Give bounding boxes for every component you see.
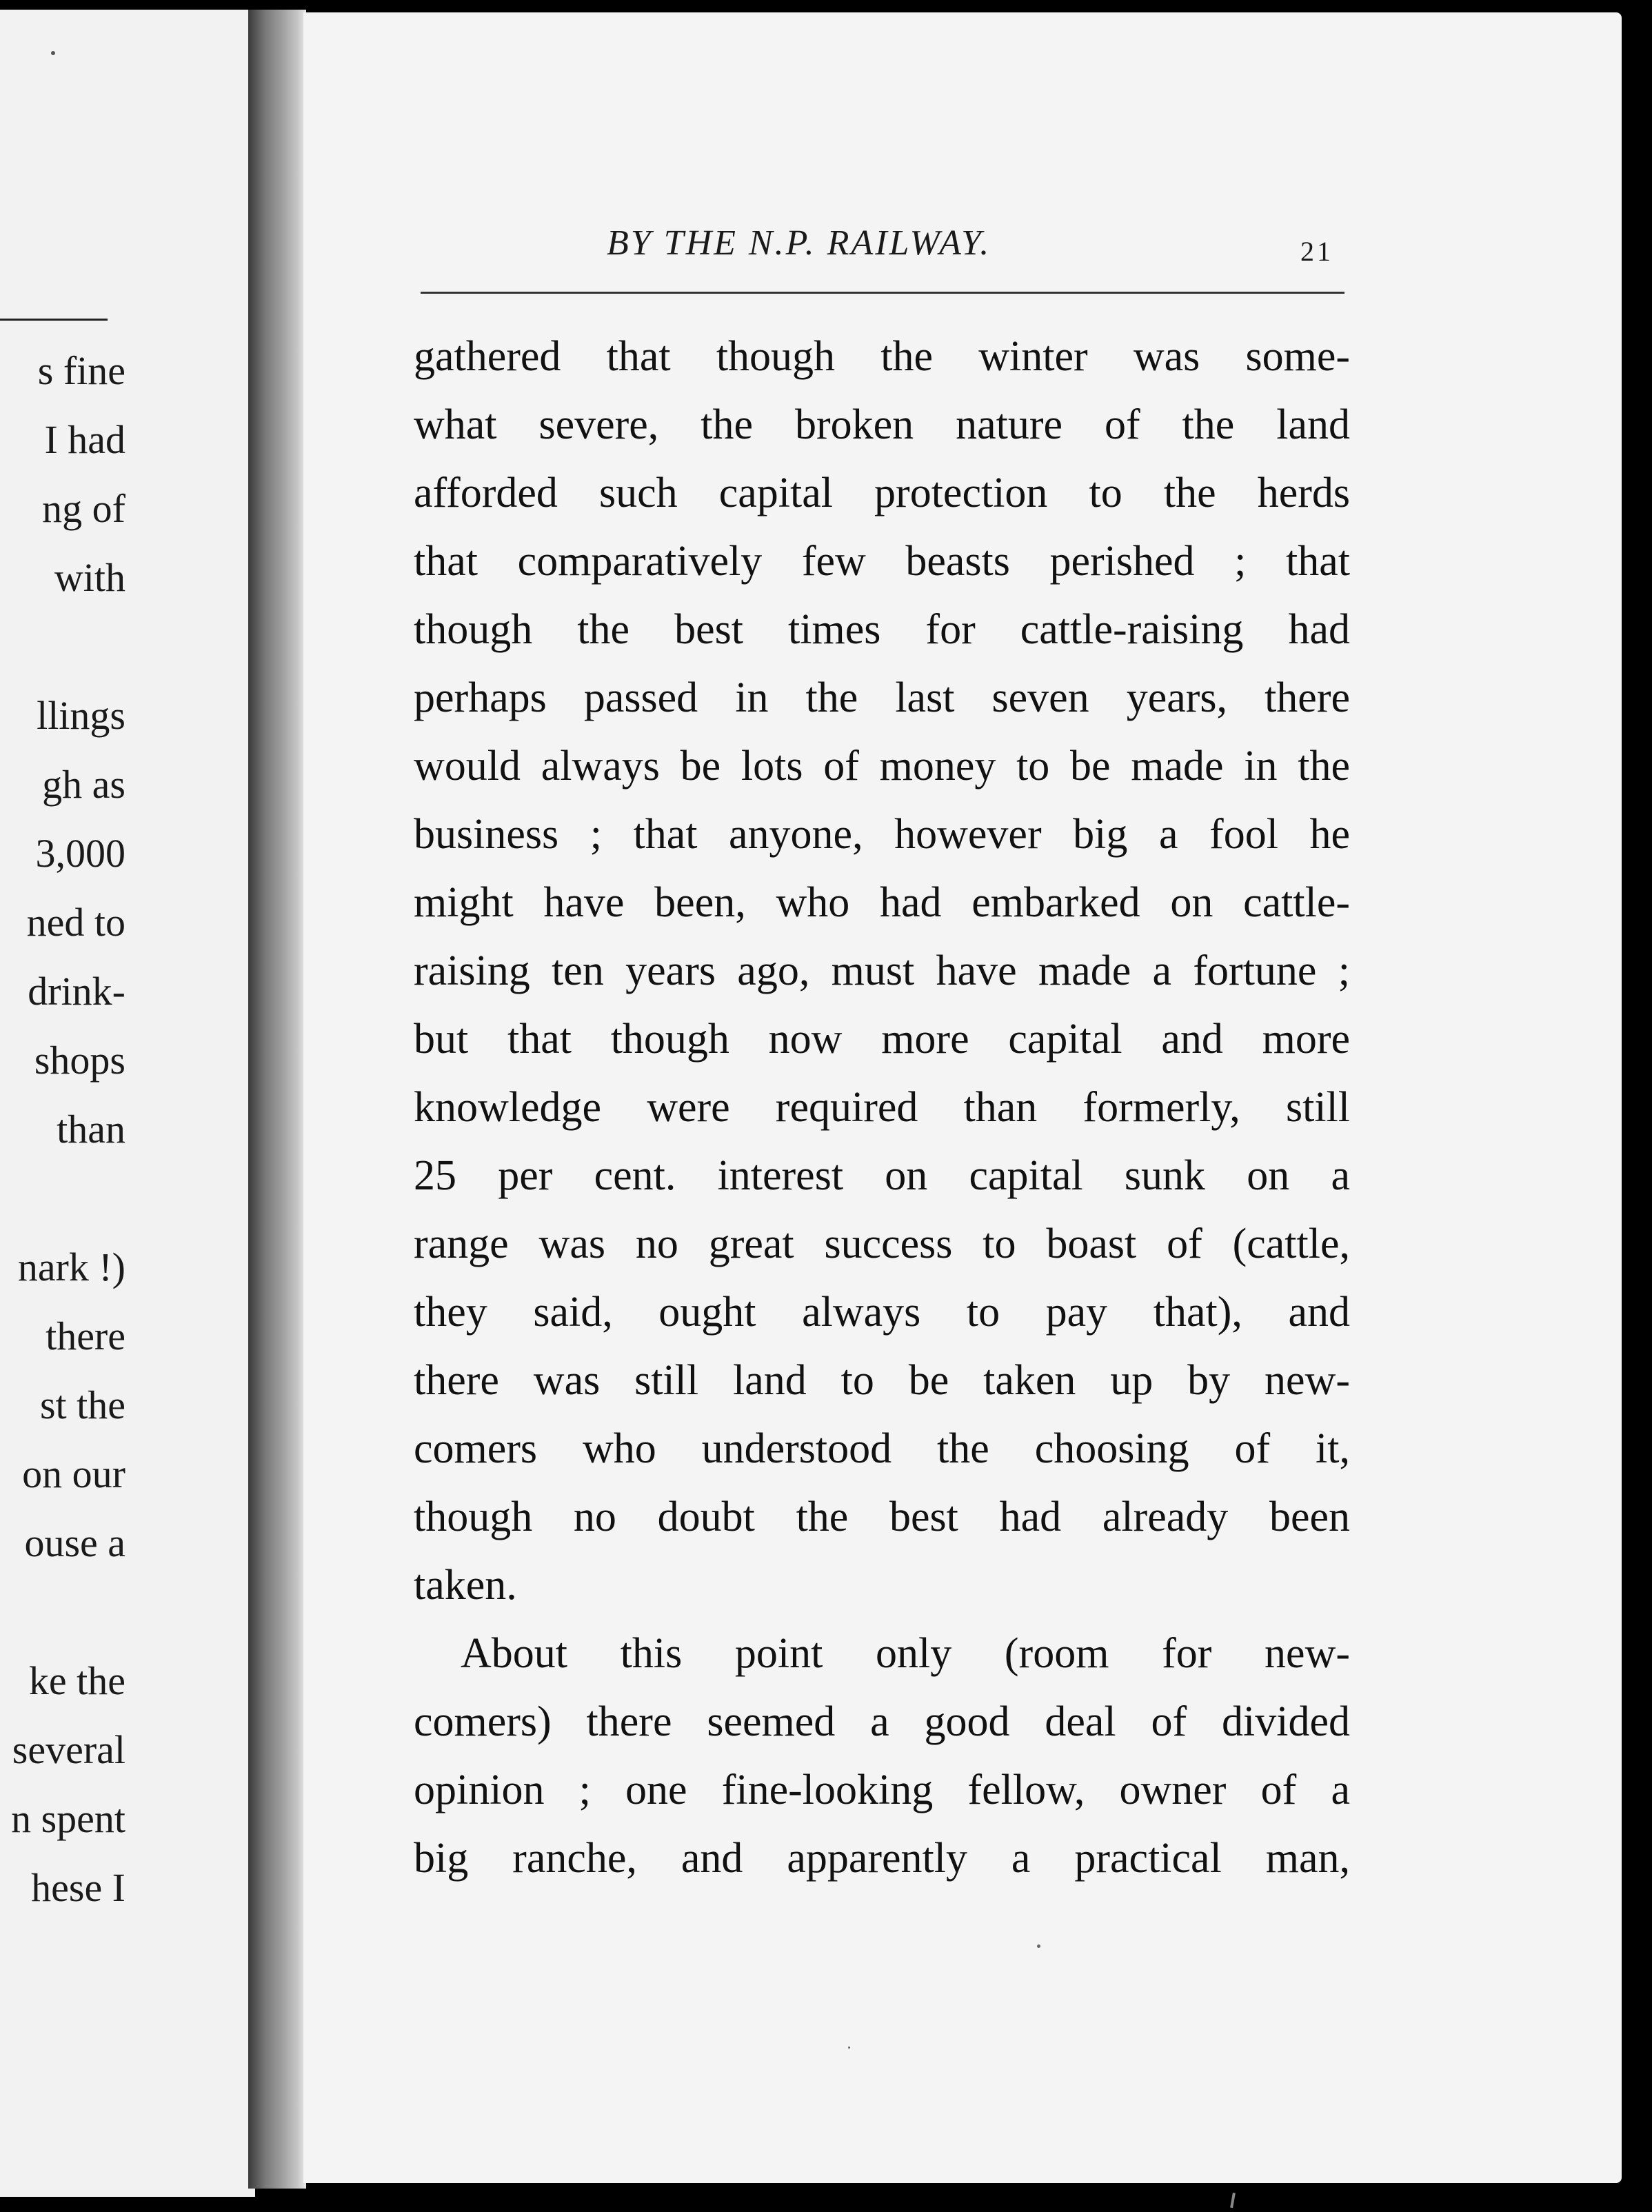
text-line: they said, ought always to pay that), and	[414, 1289, 1350, 1336]
text-line: raising ten years ago, must have made a fortune ;	[414, 947, 1350, 994]
text-line: perhaps passed in the last seven years, there	[414, 674, 1350, 721]
text-line: but that though now more capital and more	[414, 1016, 1350, 1063]
paragraph-1	[414, 323, 1350, 1620]
text-line: business ; that anyone, however big a fool he	[414, 811, 1350, 858]
page-header	[303, 223, 1622, 278]
facing-page-left	[0, 10, 255, 2197]
text-line: that comparatively few beasts perished ; that	[414, 538, 1350, 585]
text-line: gathered that though the winter was some-	[414, 333, 1350, 380]
facing-page-line: there	[46, 1314, 125, 1358]
text-line: 25 per cent. interest on capital sunk on a	[414, 1152, 1350, 1199]
facing-page-line: s fine	[37, 348, 125, 393]
facing-page-line: st the	[39, 1382, 125, 1427]
text-line: what severe, the broken nature of the land	[414, 401, 1350, 448]
paragraph-2	[414, 1620, 1350, 1893]
text-line: though no doubt the best had already been	[414, 1494, 1350, 1540]
page-number: 21	[1300, 236, 1333, 267]
book-page	[303, 12, 1622, 2183]
text-line: might have been, who had embarked on cattle-	[414, 879, 1350, 926]
facing-page-line: ng of	[42, 486, 125, 531]
facing-page-line: nark !)	[17, 1245, 125, 1289]
text-line: comers) there seemed a good deal of divided	[414, 1698, 1350, 1745]
facing-page-line: drink-	[28, 969, 125, 1014]
running-head: BY THE N.P. RAILWAY.	[607, 223, 991, 263]
text-line: big ranche, and apparently a practical man,	[414, 1835, 1350, 1882]
text-line: opinion ; one fine-looking fellow, owner of a	[414, 1767, 1350, 1813]
facing-page-line: on our	[22, 1451, 125, 1496]
facing-page-line: hese I	[31, 1865, 125, 1910]
facing-page-line: several	[12, 1727, 125, 1772]
facing-page-line: 3,000	[35, 831, 125, 876]
page-speck	[51, 51, 55, 55]
text-line: there was still land to be taken up by new-	[414, 1357, 1350, 1404]
book-gutter-shadow	[248, 10, 306, 2189]
text-line: About this point only (room for new-	[461, 1630, 1350, 1677]
facing-page-line: gh as	[42, 762, 125, 807]
text-line: comers who understood the choosing of it,	[414, 1425, 1350, 1472]
text-line: afforded such capital protection to the herds	[414, 470, 1350, 516]
facing-page-line: ke the	[28, 1658, 125, 1703]
facing-page-line: n spent	[11, 1796, 125, 1841]
facing-page-header-rule	[0, 319, 108, 321]
facing-page-line: than	[57, 1107, 125, 1152]
body-text	[414, 323, 1350, 1893]
header-rule	[421, 292, 1344, 294]
facing-page-line: llings	[37, 693, 125, 738]
text-line: range was no great success to boast of (cattle,	[414, 1220, 1350, 1267]
facing-page-line: ned to	[26, 900, 125, 945]
text-line: taken.	[414, 1562, 517, 1609]
page-speck	[1037, 1944, 1040, 1948]
text-line: would always be lots of money to be made in the	[414, 743, 1350, 790]
facing-page-line: I had	[44, 417, 125, 462]
facing-page-line: shops	[34, 1038, 125, 1083]
facing-page-line: ouse a	[24, 1520, 125, 1565]
facing-page-line: with	[54, 555, 125, 600]
page-speck	[848, 2047, 850, 2049]
text-line: knowledge were required than formerly, still	[414, 1084, 1350, 1131]
text-line: though the best times for cattle-raising had	[414, 606, 1350, 653]
